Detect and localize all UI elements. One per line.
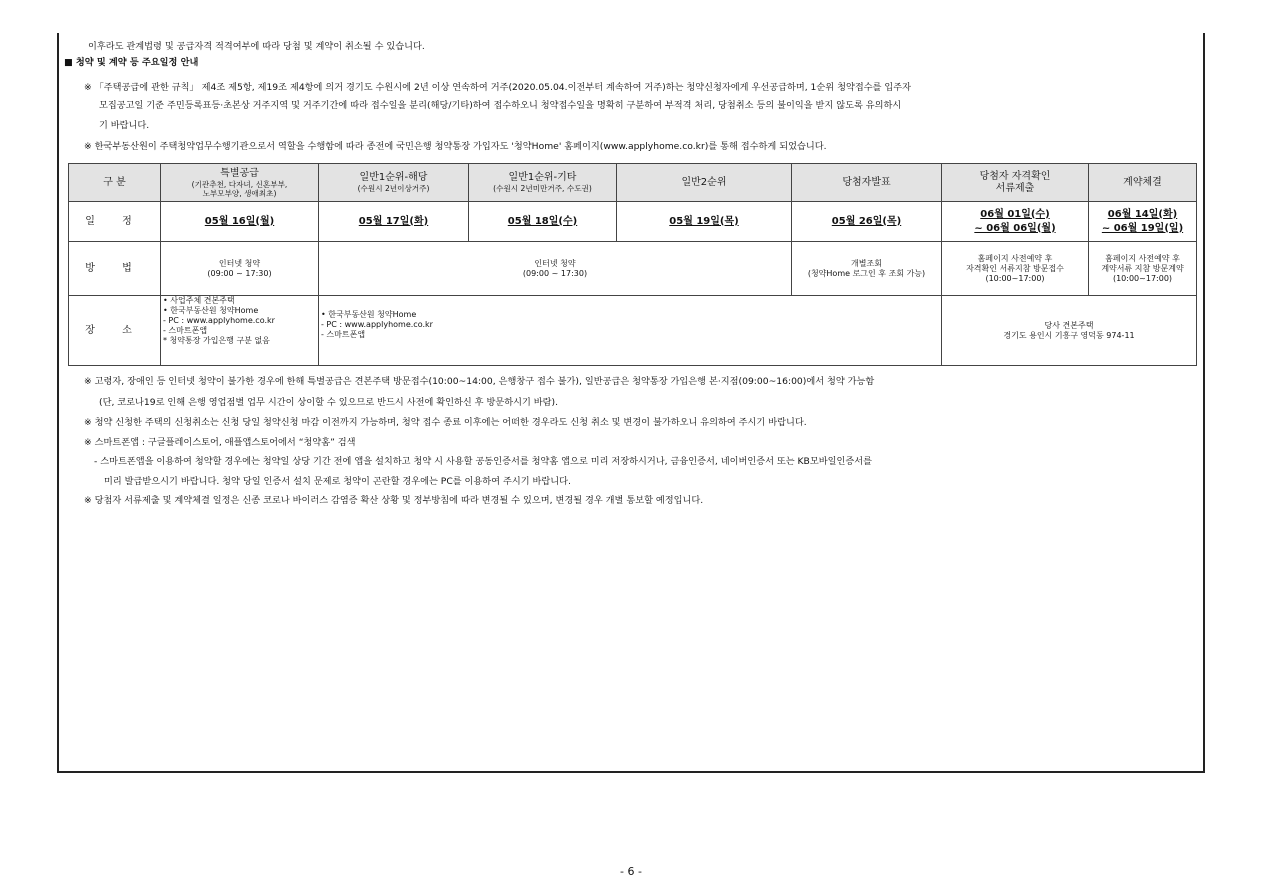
note-line: ※ 스마트폰앱 : 구글플레이스토어, 애플앱스토어에서 “청약홈” 검색 <box>84 437 356 448</box>
method-row <box>69 242 1197 296</box>
date-announcement: 05월 26일(목) <box>792 202 942 242</box>
place-model-house: 당사 견본주택 경기도 용인시 기흥구 영덕동 974-11 <box>942 296 1197 366</box>
header-first-rank-other: 일반1순위-기타 (수원시 2년미만거주, 수도권) <box>469 164 617 202</box>
date-second: 05월 19일(목) <box>617 202 792 242</box>
place-general: • 한국부동산원 청약Home - PC : www.applyhome.co.kr - 스마트폰앱 <box>319 296 942 366</box>
place-special: • 사업주체 견본주택 • 한국부동산원 청약Home - PC : www.applyhome.co.kr - 스마트폰앱 * 청약통장 가입은행 구분 없음 <box>161 296 319 366</box>
place-row <box>69 296 1197 366</box>
note-line: ※ 당첨자 서류제출 및 계약체결 일정은 신종 코로나 바이러스 감염증 확산 상황 및 정부방침에 따라 변경될 수 있으며, 변경될 경우 개별 통보할 예정입니다. <box>84 495 704 506</box>
method-announcement: 개별조회 (청약Home 로그인 후 조회 가능) <box>792 242 942 296</box>
note-line: ※ 한국부동산원이 주택청약업무수행기관으로서 역할을 수행함에 따라 종전에 국민은행 청약통장 가입자도 '청약Home' 홈페이지(www.applyhome.co.kr)를 통해 접수하게 되었습니다. <box>84 141 827 152</box>
date-first-other: 05월 18일(수) <box>469 202 617 242</box>
row-label-method: 방 법 <box>69 242 161 296</box>
page-number: - 6 - <box>620 865 642 878</box>
method-documents: 홈페이지 사전예약 후 자격확인 서류지참 방문접수 (10:00~17:00) <box>942 242 1089 296</box>
header-document-submission: 당첨자 자격확인 서류제출 <box>942 164 1089 202</box>
date-first-local: 05월 17일(화) <box>319 202 469 242</box>
header-winner-announcement: 당첨자발표 <box>792 164 942 202</box>
header-special-supply: 특별공급 (기관추천, 다자녀, 신혼부부, 노부모부양, 생애최초) <box>161 164 319 202</box>
note-line: ※ 고령자, 장애인 등 인터넷 청약이 불가한 경우에 한해 특별공급은 견본주택 방문접수(10:00~14:00, 은행창구 접수 불가), 일반공급은 청약통장 가입은행 본·지점(09:00~16:00)에서 청약 가능함 <box>84 376 875 387</box>
header-second-rank: 일반2순위 <box>617 164 792 202</box>
note-line: ※ 「주택공급에 관한 규칙」 제4조 제5항, 제19조 제4항에 의거 경기도 수원시에 2년 이상 연속하여 거주(2020.05.04.이전부터 계속하여 거주)하는 청약신청자에게 우선공급하며, 1순위 청약접수를 입주자 <box>84 82 911 93</box>
note-line: 기 바랍니다. <box>99 120 150 131</box>
note-line: - 스마트폰앱을 이용하여 청약할 경우에는 청약일 상당 기간 전에 앱을 설치하고 청약 시 사용할 공동인증서를 청약홈 앱으로 미리 저장하시거나, 금융인증서, 네이버인증서 또는 KB모바일인증서를 <box>94 456 872 467</box>
method-special: 인터넷 청약 (09:00 ~ 17:30) <box>161 242 319 296</box>
date-contract: 06월 14일(화) ~ 06월 19일(일) <box>1089 202 1197 242</box>
table-header-row <box>69 164 1197 202</box>
method-contract: 홈페이지 사전예약 후 계약서류 지참 방문계약 (10:00~17:00) <box>1089 242 1197 296</box>
note-line: ※ 청약 신청한 주택의 신청취소는 신청 당일 청약신청 마감 이전까지 가능하며, 청약 접수 종료 이후에는 어떠한 경우라도 신청 취소 및 변경이 불가하오니 유의하여 주시기 바랍니다. <box>84 417 807 428</box>
section-heading: ■ 청약 및 계약 등 주요일정 안내 <box>64 57 199 68</box>
date-special: 05월 16일(월) <box>161 202 319 242</box>
header-category: 구 분 <box>69 164 161 202</box>
schedule-row <box>69 202 1197 242</box>
header-first-rank-local: 일반1순위-해당 (수원시 2년이상거주) <box>319 164 469 202</box>
row-label-schedule: 일 정 <box>69 202 161 242</box>
row-label-place: 장 소 <box>69 296 161 366</box>
note-line: 모집공고일 기준 주민등록표등·초본상 거주지역 및 거주기간에 따라 접수일을 분리(해당/기타)하여 접수하오니 청약접수일을 명확히 구분하여 부적격 처리, 당첨취소 등의 불이익을 받지 않도록 유의하시 <box>99 100 902 111</box>
date-documents: 06월 01일(수) ~ 06월 06일(월) <box>942 202 1089 242</box>
note-line: (단, 코로나19로 인해 은행 영업점별 업무 시간이 상이할 수 있으므로 반드시 사전에 확인하신 후 방문하시기 바람). <box>99 397 559 408</box>
header-contract: 계약체결 <box>1089 164 1197 202</box>
schedule-table <box>68 163 1197 366</box>
intro-line: 이후라도 관계법령 및 공급자격 적격여부에 따라 당첨 및 계약이 취소될 수 있습니다. <box>88 41 425 52</box>
note-line: 미리 발급받으시기 바랍니다. 청약 당일 인증서 설치 문제로 청약이 곤란할 경우에는 PC를 이용하여 주시기 바랍니다. <box>104 476 571 487</box>
method-general: 인터넷 청약 (09:00 ~ 17:30) <box>319 242 792 296</box>
